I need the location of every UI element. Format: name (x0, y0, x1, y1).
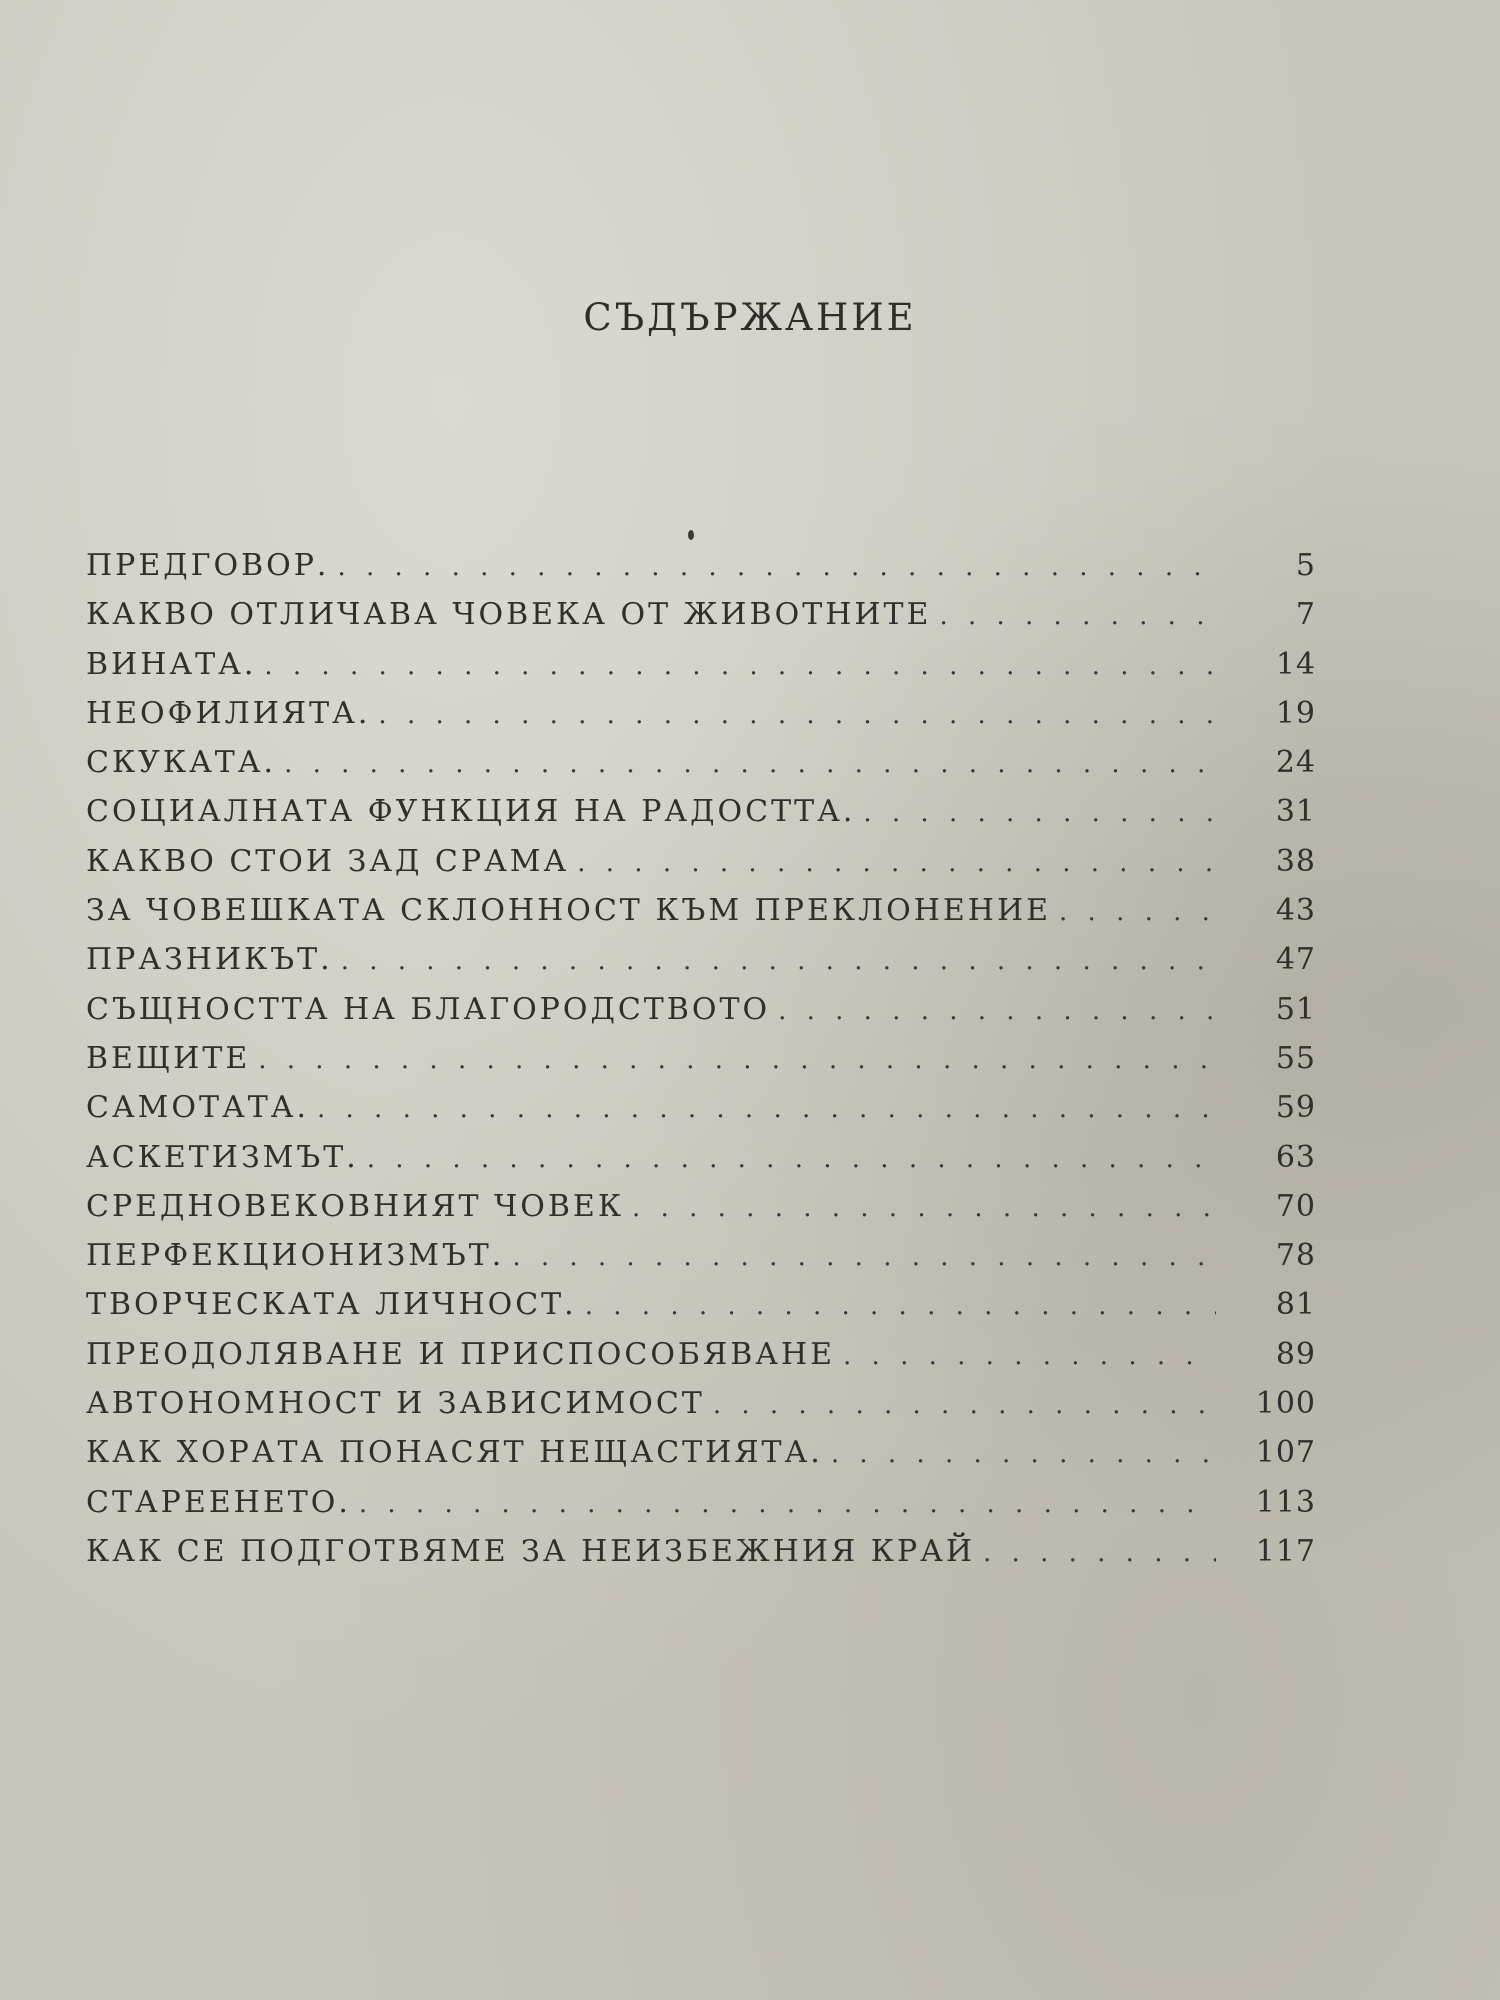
toc-entry-title: СОЦИАЛНАТА ФУНКЦИЯ НА РАДОСТТА. (86, 794, 856, 830)
toc-entry (86, 992, 1316, 1041)
toc-entry-page: 51 (1275, 991, 1316, 1027)
toc-entry-page: 100 (1255, 1386, 1316, 1422)
ink-speck (688, 530, 694, 540)
table-of-contents (86, 548, 1316, 1583)
dot-leader (359, 1144, 1216, 1174)
toc-entry-title: КАК СЕ ПОДГОТВЯМЕ ЗА НЕИЗБЕЖНИЯ КРАЙ (86, 1533, 976, 1569)
toc-entry (86, 794, 1316, 843)
toc-entry-title: КАК ХОРАТА ПОНАСЯТ НЕЩАСТИЯТА. (86, 1435, 823, 1471)
dot-leader (705, 1390, 1216, 1420)
toc-entry (86, 1485, 1316, 1534)
toc-entry-title: СТАРЕЕНЕТО. (86, 1484, 351, 1520)
toc-entry-title: ВИНАТА. (86, 646, 257, 682)
dot-leader (975, 1538, 1216, 1568)
toc-entry-title: СЪЩНОСТТА НА БЛАГОРОДСТВОТО (86, 991, 771, 1027)
toc-entry (86, 1041, 1316, 1090)
toc-entry-page: 59 (1275, 1090, 1316, 1126)
toc-entry-page: 89 (1275, 1336, 1316, 1372)
toc-entry (86, 597, 1316, 646)
toc-entry-page: 113 (1255, 1484, 1316, 1520)
toc-entry (86, 1337, 1316, 1386)
toc-entry-page: 14 (1275, 646, 1316, 682)
dot-leader (823, 1439, 1216, 1469)
toc-entry (86, 1090, 1316, 1139)
dot-leader (931, 601, 1216, 631)
toc-entry-page: 63 (1275, 1139, 1316, 1175)
toc-entry-title: ПРЕДГОВОР. (86, 548, 330, 583)
toc-entry (86, 844, 1316, 893)
toc-entry-title: СКУКАТА. (86, 745, 277, 781)
toc-entry-title: ПРЕОДОЛЯВАНЕ И ПРИСПОСОБЯВАНЕ (86, 1336, 836, 1372)
toc-entry-title: ПРАЗНИКЪТ. (86, 942, 333, 978)
toc-entry-page: 81 (1275, 1287, 1316, 1323)
toc-entry (86, 1140, 1316, 1189)
toc-entry-title: АСКЕТИЗМЪТ. (86, 1139, 359, 1175)
toc-entry (86, 745, 1316, 794)
dot-leader (835, 1341, 1216, 1371)
toc-entry-title: НЕОФИЛИЯТА. (86, 695, 371, 731)
toc-entry-page: 107 (1255, 1435, 1316, 1471)
toc-entry (86, 942, 1316, 991)
toc-entry-title: КАКВО СТОИ ЗАД СРАМА (86, 843, 570, 879)
dot-leader (770, 996, 1216, 1026)
page-title: СЪДЪРЖАНИЕ (583, 296, 917, 339)
dot-leader (333, 946, 1216, 976)
toc-entry-title: АВТОНОМНОСТ И ЗАВИСИМОСТ (86, 1386, 705, 1422)
toc-entry-title: СРЕДНОВЕКОВНИЯТ ЧОВЕК (86, 1188, 625, 1224)
toc-entry (86, 893, 1316, 942)
toc-entry-title: ТВОРЧЕСКАТА ЛИЧНОСТ. (86, 1287, 577, 1323)
toc-entry (86, 1534, 1316, 1583)
dot-leader (504, 1242, 1216, 1272)
dot-leader (351, 1489, 1216, 1519)
toc-entry (86, 1386, 1316, 1435)
toc-entry (86, 1287, 1316, 1336)
toc-entry (86, 647, 1316, 696)
toc-entry-page: 47 (1275, 942, 1316, 978)
toc-entry-title: ВЕЩИТЕ (86, 1040, 251, 1076)
toc-entry (86, 1189, 1316, 1238)
dot-leader (309, 1094, 1216, 1124)
dot-leader (1051, 897, 1216, 927)
toc-entry-title: ПЕРФЕКЦИОНИЗМЪТ. (86, 1238, 505, 1274)
toc-entry-page: 117 (1255, 1533, 1316, 1569)
toc-entry-page: 43 (1275, 893, 1316, 929)
toc-entry-page: 5 (1295, 548, 1316, 583)
toc-entry-page: 19 (1275, 695, 1316, 731)
toc-entry-page: 7 (1295, 597, 1316, 633)
dot-leader (577, 1291, 1216, 1321)
toc-entry-title: ЗА ЧОВЕШКАТА СКЛОННОСТ КЪМ ПРЕКЛОНЕНИЕ (86, 893, 1052, 929)
dot-leader (569, 848, 1216, 878)
toc-entry-page: 31 (1275, 794, 1316, 830)
toc-entry-page: 55 (1275, 1040, 1316, 1076)
toc-entry-page: 24 (1275, 745, 1316, 781)
dot-leader (370, 700, 1216, 730)
toc-entry (86, 1238, 1316, 1287)
dot-leader (250, 1045, 1216, 1075)
toc-entry-page: 78 (1275, 1238, 1316, 1274)
toc-entry (86, 1435, 1316, 1484)
toc-entry (86, 696, 1316, 745)
toc-entry-title: КАКВО ОТЛИЧАВА ЧОВЕКА ОТ ЖИВОТНИТЕ (86, 597, 932, 633)
dot-leader (624, 1193, 1216, 1223)
dot-leader (329, 552, 1216, 582)
toc-entry-page: 70 (1275, 1188, 1316, 1224)
dot-leader (256, 651, 1216, 681)
dot-leader (276, 749, 1216, 779)
toc-entry-title: САМОТАТА. (86, 1090, 309, 1126)
toc-entry-page: 38 (1275, 843, 1316, 879)
dot-leader (855, 798, 1216, 828)
toc-entry (86, 548, 1316, 597)
